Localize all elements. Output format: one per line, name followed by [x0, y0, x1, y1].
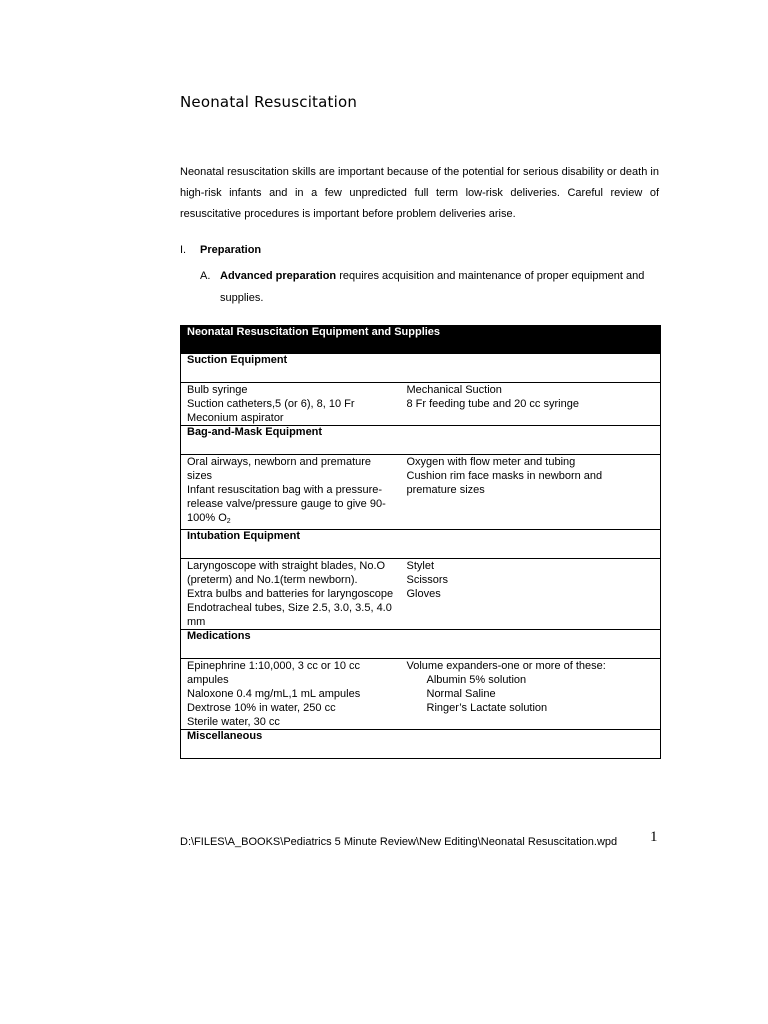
list-item: Sterile water, 30 cc: [187, 716, 280, 728]
list-item: Bulb syringe: [187, 384, 248, 396]
category-suction: Suction Equipment: [181, 354, 661, 383]
items-right: [401, 559, 661, 630]
items-right: [401, 383, 661, 426]
subitem-bold: Advanced preparation: [220, 270, 337, 282]
page-number: 1: [650, 829, 658, 845]
list-item: Extra bulbs and batteries for laryngoscope: [187, 588, 394, 600]
equipment-table: [180, 325, 661, 759]
items-left: [181, 383, 401, 426]
list-item: 8 Fr feeding tube and 20 cc syringe: [406, 398, 579, 410]
list-item: Suction catheters,5 (or 6), 8, 10 Fr: [187, 398, 355, 410]
list-item: Albumin 5% solution: [426, 674, 527, 686]
list-item: Oral airways, newborn and premature sizes: [187, 456, 372, 482]
items-right: [401, 659, 661, 730]
list-item: [187, 483, 395, 529]
category-bag-mask: Bag-and-Mask Equipment: [181, 426, 661, 455]
subitem-rest: requires acquisition and maintenance of proper equipment and supplies.: [220, 270, 645, 304]
list-item: Scissors: [406, 574, 449, 586]
items-row: [181, 455, 661, 530]
items-left: [181, 455, 401, 530]
section-label: Preparation: [200, 244, 262, 256]
subitem-letter: A.: [200, 270, 211, 282]
list-item: Oxygen with flow meter and tubing: [406, 456, 576, 468]
category-row: [181, 730, 661, 759]
intro-paragraph: Neonatal resuscitation skills are important because of the potential for serious disability or death in high-risk infants and in a few unpredicted full term low-risk deliveries. Careful review of resuscitative procedures is important before problem deliveries arise.: [180, 166, 659, 220]
page-title: Neonatal Resuscitation: [180, 93, 358, 111]
list-item: Ringer’s Lactate solution: [426, 702, 548, 714]
items-left: [181, 559, 401, 630]
category-row: [181, 530, 661, 559]
list-item: Dextrose 10% in water, 250 cc: [187, 702, 336, 714]
items-row: [181, 659, 661, 730]
subitem-text: [220, 265, 659, 309]
section-heading: [180, 244, 261, 256]
list-item: Epinephrine 1:10,000, 3 cc or 10 cc ampules: [187, 660, 361, 686]
subitem-advanced-preparation: [200, 265, 659, 309]
list-item: Volume expanders-one or more of these:: [406, 660, 606, 672]
list-item: Normal Saline: [426, 688, 496, 700]
o2-subscript: 2: [226, 518, 231, 525]
list-item-text: Infant resuscitation bag with a pressure-release valve/pressure gauge to give 90-100% O: [187, 484, 386, 524]
items-left: [181, 659, 401, 730]
list-item: Naloxone 0.4 mg/mL,1 mL ampules: [187, 688, 361, 700]
section-number: I.: [180, 244, 187, 256]
table-header-row: [181, 326, 661, 354]
category-miscellaneous: Miscellaneous: [181, 730, 661, 759]
footer-file-path: D:\FILES\A_BOOKS\Pediatrics 5 Minute Review\New Editing\Neonatal Resuscitation.wpd: [180, 836, 618, 848]
items-row: [181, 559, 661, 630]
list-item: Stylet: [406, 560, 435, 572]
category-medications: Medications: [181, 630, 661, 659]
category-row: [181, 630, 661, 659]
category-row: [181, 426, 661, 455]
category-intubation: Intubation Equipment: [181, 530, 661, 559]
list-item: Laryngoscope with straight blades, No.O (preterm) and No.1(term newborn).: [187, 560, 386, 586]
list-item: Gloves: [406, 588, 441, 600]
list-item: Meconium aspirator: [187, 412, 284, 424]
list-item: Endotracheal tubes, Size 2.5, 3.0, 3.5, 4.0 mm: [187, 602, 392, 628]
category-row: [181, 354, 661, 383]
table-header: Neonatal Resuscitation Equipment and Supplies: [181, 326, 661, 354]
items-row: [181, 383, 661, 426]
items-right: [401, 455, 661, 530]
list-item: Mechanical Suction: [406, 384, 502, 396]
list-item: Cushion rim face masks in newborn and premature sizes: [406, 470, 603, 496]
